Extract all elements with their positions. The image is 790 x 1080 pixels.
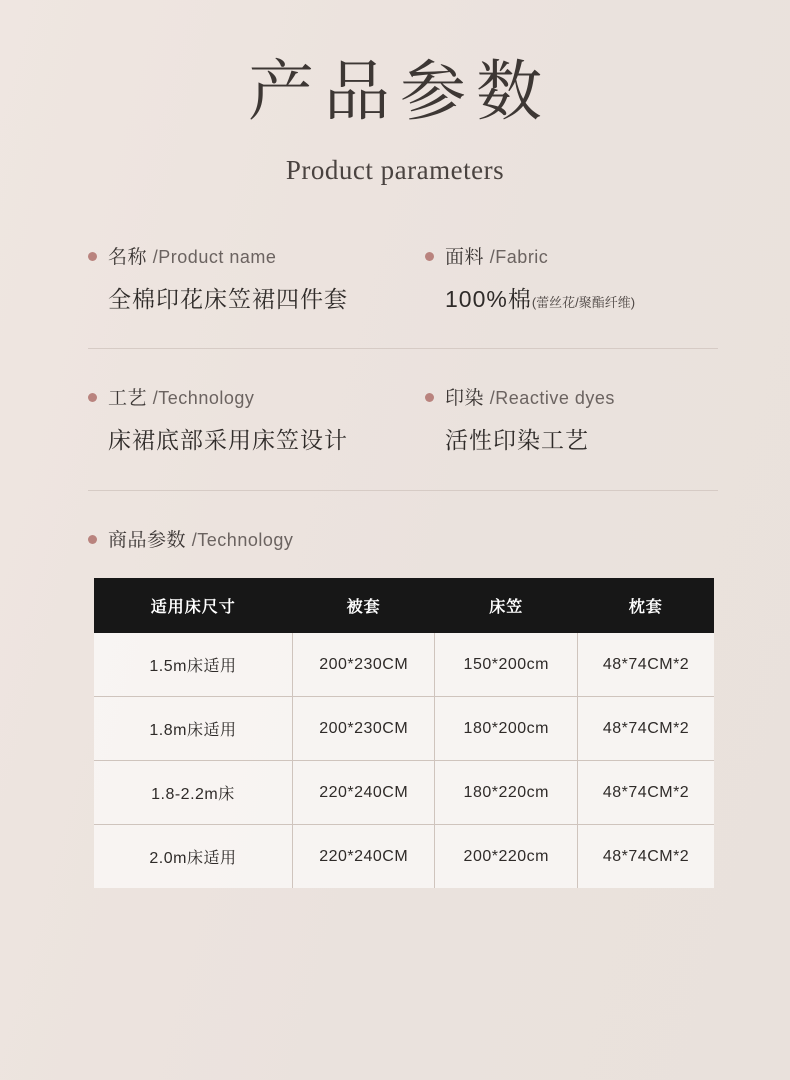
- spec-value-text: 100%棉: [445, 285, 532, 312]
- table-header-row: [94, 578, 714, 633]
- spec-value: [425, 285, 718, 315]
- spec-head: [88, 242, 403, 269]
- spec-label: [445, 242, 548, 269]
- bullet-icon: [88, 252, 97, 261]
- spec-value: [88, 426, 403, 456]
- spec-item-product-specs: [88, 525, 403, 552]
- table-header-cell: 被套: [292, 578, 435, 633]
- spec-label: [108, 383, 254, 410]
- table-cell: 1.8m床适用: [94, 697, 292, 761]
- table-cell: 200*230CM: [292, 633, 435, 697]
- spec-label: [108, 242, 276, 269]
- spec-label: [108, 525, 293, 552]
- table-cell: 180*220cm: [435, 761, 578, 825]
- spec-list: [0, 242, 790, 553]
- spec-value-text: 床裙底部采用床笠设计: [108, 427, 348, 454]
- spec-label-cn: 名称: [108, 246, 148, 268]
- table-cell: 200*220cm: [435, 825, 578, 889]
- page-subtitle: Product parameters: [285, 154, 505, 185]
- spec-row: [88, 242, 718, 315]
- spec-label-en: /Product name: [152, 246, 277, 267]
- spec-col-empty: [403, 525, 718, 552]
- table-header-cell: 适用床尺寸: [94, 578, 292, 633]
- spec-item-technology: [88, 383, 403, 456]
- spec-head: [425, 242, 718, 269]
- bullet-icon: [88, 535, 97, 544]
- table-cell: 220*240CM: [292, 825, 435, 889]
- spec-head: [88, 383, 403, 410]
- table-header-cell: 床笠: [435, 578, 578, 633]
- spec-label-en: /Technology: [191, 530, 294, 551]
- table-cell: 48*74CM*2: [602, 847, 690, 865]
- title-block: [0, 0, 790, 186]
- table-cell: 48*74CM*2: [578, 761, 714, 825]
- spec-head: [88, 525, 403, 552]
- bullet-icon: [425, 393, 434, 402]
- table-row: [94, 697, 714, 761]
- table-cell: 2.0m床适用: [94, 825, 292, 889]
- spec-value: [88, 285, 403, 315]
- table-cell: 180*200cm: [435, 697, 578, 761]
- bullet-icon: [425, 252, 434, 261]
- spec-value-note: (蕾丝花/聚酯纤维): [531, 294, 636, 310]
- page-title: 产品参数: [248, 56, 552, 129]
- spec-item-product-name: [88, 242, 403, 315]
- table-cell: 200*230CM: [292, 697, 435, 761]
- spec-value: [425, 426, 718, 456]
- spec-item-dyes: [403, 383, 718, 456]
- spec-label-en: /Reactive dyes: [489, 388, 615, 409]
- divider: [88, 490, 718, 491]
- size-table: [94, 578, 714, 888]
- spec-label-cn: 印染: [445, 388, 485, 410]
- spec-value-text: 全棉印花床笠裙四件套: [108, 285, 348, 312]
- table-cell: 1.5m床适用: [94, 633, 292, 697]
- spec-label-cn: 商品参数: [108, 530, 187, 552]
- table-row: [94, 825, 714, 889]
- table-header-cell: 枕套: [578, 578, 714, 633]
- spec-row: [88, 383, 718, 456]
- spec-value-text: 活性印染工艺: [445, 427, 589, 454]
- spec-item-fabric: [403, 242, 718, 315]
- divider: [88, 348, 718, 349]
- bullet-icon: [88, 393, 97, 402]
- spec-label-cn: 面料: [445, 246, 485, 268]
- spec-label-en: /Technology: [152, 388, 255, 409]
- table-cell: 48*74CM*2: [578, 633, 714, 697]
- table-row: [94, 633, 714, 697]
- table-cell: 1.8-2.2m床: [94, 761, 292, 825]
- spec-label-en: /Fabric: [489, 246, 549, 267]
- table-cell: 220*240CM: [292, 761, 435, 825]
- table-row: [94, 761, 714, 825]
- spec-row: [88, 525, 718, 552]
- spec-head: [425, 383, 718, 410]
- spec-label: [445, 383, 615, 410]
- spec-label-cn: 工艺: [108, 388, 148, 410]
- table-cell: 150*200cm: [435, 633, 578, 697]
- table-cell: 48*74CM*2: [578, 697, 714, 761]
